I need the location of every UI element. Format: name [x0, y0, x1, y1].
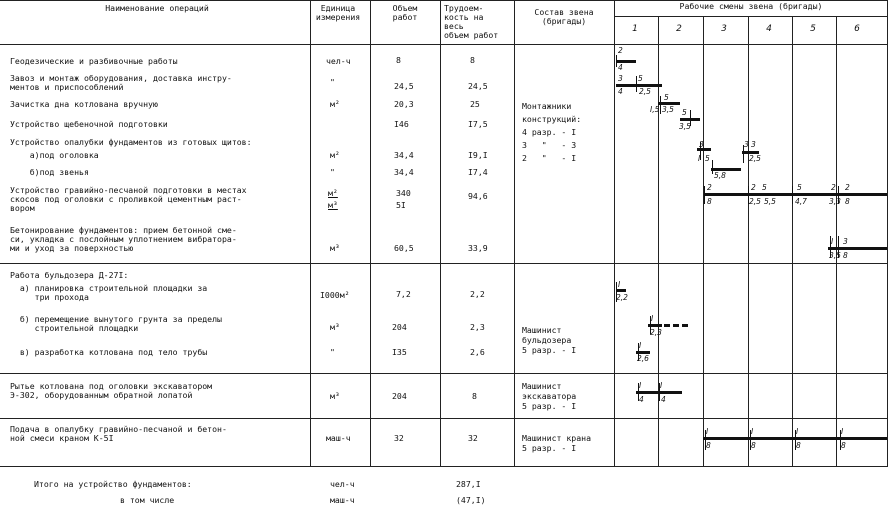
schedule-label: 5 — [682, 108, 687, 117]
totals-unit: чел-ч — [330, 479, 355, 489]
operation-label: Геодезические и разбивочные работы — [10, 56, 178, 66]
shift-divider — [792, 16, 793, 466]
labor-value: 8 — [472, 391, 477, 401]
schedule-label: 2 — [618, 46, 623, 55]
operation-label: Рытье котлована под оголовки экскаватором Э-302, оборудованным обратной лопатой — [10, 381, 213, 400]
operation-label: Зачистка дна котлована вручную — [10, 99, 158, 109]
crew-excavator: Машинист экскаватора 5 разр. - I — [522, 381, 577, 411]
labor-value: 25 — [470, 99, 480, 109]
volume-value: 60,5 — [394, 243, 414, 253]
unit-value: " — [330, 347, 335, 357]
totals-value: 287,I — [456, 479, 481, 489]
labor-value: 2,2 — [470, 289, 485, 299]
schedule-tick — [636, 76, 637, 92]
crew-dozer: Машинист бульдозера 5 разр. - I — [522, 325, 577, 355]
operation-label: Устройство щебеночной подготовки — [10, 119, 168, 129]
schedule-label: 5,5 — [764, 197, 776, 206]
schedule-label: I — [639, 341, 642, 350]
schedule-bar — [616, 289, 626, 292]
schedule-label: 3,5 — [679, 122, 691, 131]
unit-value: м² м³ — [328, 188, 338, 210]
schedule-label: 3,5 — [829, 251, 841, 260]
schedule-label: 5 — [762, 183, 767, 192]
operation-label: Завоз и монтаж оборудования, доставка инстру- ментов и приспособлений — [10, 73, 232, 92]
labor-value: I9,I — [468, 150, 488, 160]
unit-value: м² — [330, 99, 340, 109]
volume-value: 340 5I — [396, 188, 411, 210]
schedule-label: I,5 — [650, 105, 660, 114]
crew-mounters: Монтажники конструкций: 4 разр. - I 3 " - 3 2 " - I — [522, 101, 582, 163]
totals-label: Итого на устройство фундаментов: — [34, 479, 192, 489]
unit-value: м³ — [330, 243, 340, 253]
schedule-tick — [660, 96, 661, 114]
operation-label: Устройство гравийно-песчаной подготовки в местах скосов под оголовки с проливкой цементным раст- вором — [10, 185, 247, 213]
totals-sub-unit: маш-ч — [330, 495, 355, 505]
labor-value: 32 — [468, 433, 478, 443]
schedule-label: I — [831, 237, 834, 246]
row-divider — [0, 373, 888, 374]
schedule-tick — [704, 186, 705, 204]
labor-value: I7,4 — [468, 167, 488, 177]
operation-label: б)под звенья — [10, 167, 89, 177]
schedule-label: 2 — [751, 183, 756, 192]
schedule-label: 3,3 — [829, 197, 841, 206]
volume-value: 24,5 — [394, 81, 414, 91]
column-divider — [440, 0, 441, 466]
schedule-bar — [704, 193, 887, 196]
unit-value: м³ — [330, 391, 340, 401]
header-bottom-border — [0, 44, 888, 45]
schedule-label: 3 — [751, 140, 756, 149]
schedule-label: 4,7 — [795, 197, 807, 206]
header-shifts: Рабочие смены звена (бригады) — [679, 1, 823, 11]
operation-label: Работа бульдозера Д-27I: — [10, 270, 129, 280]
schedule-label: 8 — [706, 441, 711, 450]
operation-label: б) перемещение вынутого грунта за пределы строительной площадки — [19, 314, 222, 333]
labor-value: 24,5 — [468, 81, 488, 91]
volume-value: I46 — [394, 119, 409, 129]
schedule-tick — [712, 160, 713, 174]
shift-divider — [836, 16, 837, 466]
schedule-label: 2 — [707, 183, 712, 192]
volume-value: I35 — [392, 347, 407, 357]
schedule-label: I — [660, 381, 663, 390]
schedule-label: 3 — [699, 140, 704, 149]
schedule-label: 3 — [744, 140, 749, 149]
schedule-label: 8 — [845, 197, 850, 206]
labor-value: 8 — [470, 55, 475, 65]
schedule-label: 3 — [843, 237, 848, 246]
header-crew: Состав звена (бригады) — [534, 7, 594, 26]
unit-value: " — [330, 77, 335, 87]
unit-value: м³ — [330, 322, 340, 332]
schedule-label: I — [698, 154, 701, 163]
unit-value: " — [330, 167, 335, 177]
schedule-label: I — [618, 280, 621, 289]
schedule-label: 4 — [618, 63, 623, 72]
column-divider — [310, 0, 311, 466]
labor-value: 94,6 — [468, 191, 488, 201]
schedule-label: I — [796, 427, 799, 436]
volume-value: 34,4 — [394, 150, 414, 160]
volume-value: 32 — [394, 433, 404, 443]
schedule-label: 2,3 — [650, 328, 662, 337]
labor-value: 33,9 — [468, 243, 488, 253]
schedule-tick — [792, 186, 793, 204]
volume-value: 204 — [392, 391, 407, 401]
operation-label: Подача в опалубку гравийно-песчаной и бетон- ной смеси краном К-5I — [10, 424, 227, 443]
schedule-bar — [828, 247, 887, 250]
schedule-label: 8 — [843, 251, 848, 260]
unit-value: маш-ч — [326, 433, 351, 443]
shift-number-5: 5 — [810, 24, 816, 34]
operation-label: Бетонирование фундаментов: прием бетонной сме- си, укладка с послойным уплотнением вибратора- ми и уход за поверхностью — [10, 225, 237, 253]
column-divider — [614, 0, 615, 466]
schedule-label: 8 — [796, 441, 801, 450]
schedule-label: 8 — [751, 441, 756, 450]
schedule-label: 5,8 — [714, 171, 726, 180]
schedule-label: I — [639, 381, 642, 390]
unit-value: I000м² — [320, 290, 350, 300]
schedule-tick — [616, 55, 617, 67]
shift-number-4: 4 — [766, 24, 772, 34]
shift-number-3: 3 — [721, 24, 727, 34]
shift-divider — [703, 16, 704, 466]
schedule-label: I — [706, 427, 709, 436]
operation-label: в) разработка котлована под тело трубы — [10, 347, 208, 357]
header-volume: Объем работ — [392, 3, 418, 22]
unit-value: м² — [330, 150, 340, 160]
schedule-label: 5 — [705, 154, 710, 163]
top-border — [0, 0, 888, 1]
volume-value: 8 — [396, 55, 401, 65]
unit-value: чел-ч — [326, 56, 351, 66]
volume-value: 20,3 — [394, 99, 414, 109]
schedule-label: 5 — [664, 93, 669, 102]
shift-header-divider — [614, 16, 888, 17]
schedule-label: 4 — [639, 395, 644, 404]
labor-value: 2,3 — [470, 322, 485, 332]
schedule-label: 8 — [707, 197, 712, 206]
operation-label: Устройство опалубки фундаментов из готовых щитов: — [10, 137, 252, 147]
schedule-label: I — [651, 314, 654, 323]
header-unit: Единица измерения — [315, 3, 361, 22]
operation-label: а)под оголовка — [10, 150, 99, 160]
table-bottom-border — [0, 466, 888, 467]
crew-crane: Машинист крана 5 разр. - I — [522, 433, 592, 453]
schedule-label: 2,5 — [749, 154, 761, 163]
shift-number-1: 1 — [632, 24, 638, 34]
schedule-label: 5 — [797, 183, 802, 192]
row-divider — [0, 418, 888, 419]
row-divider — [0, 263, 888, 264]
schedule-label: 4 — [618, 87, 623, 96]
schedule-label: 2 — [831, 183, 836, 192]
volume-value: 7,2 — [396, 289, 411, 299]
schedule-label: 8 — [841, 441, 846, 450]
schedule-label: 2,5 — [639, 87, 651, 96]
labor-value: 2,6 — [470, 347, 485, 357]
schedule-label: I — [751, 427, 754, 436]
schedule-label: 4 — [661, 395, 666, 404]
shift-number-2: 2 — [676, 24, 682, 34]
column-divider — [370, 0, 371, 466]
schedule-label: 2 — [845, 183, 850, 192]
totals-sub-label: в том числе — [120, 495, 175, 505]
shift-divider — [748, 16, 749, 466]
shift-number-6: 6 — [854, 24, 860, 34]
header-operation: Наименование операций — [105, 3, 209, 13]
operation-label: а) планировка строительной площадки за три прохода — [19, 283, 208, 302]
schedule-bar-planned — [664, 324, 690, 327]
schedule-label: 3 — [618, 74, 623, 83]
labor-value: I7,5 — [468, 119, 488, 129]
header-labor: Трудоем- кость на весь объем работ — [444, 3, 499, 40]
volume-value: 34,4 — [394, 167, 414, 177]
schedule-label: 2,5 — [749, 197, 761, 206]
schedule-label: 2,2 — [616, 293, 628, 302]
schedule-label: 5 — [638, 74, 643, 83]
column-divider — [514, 0, 515, 466]
schedule-label: 2,6 — [637, 354, 649, 363]
schedule-label: 3,5 — [662, 105, 674, 114]
totals-sub-value: (47,I) — [456, 495, 486, 505]
schedule-label: I — [841, 427, 844, 436]
volume-value: 204 — [392, 322, 407, 332]
